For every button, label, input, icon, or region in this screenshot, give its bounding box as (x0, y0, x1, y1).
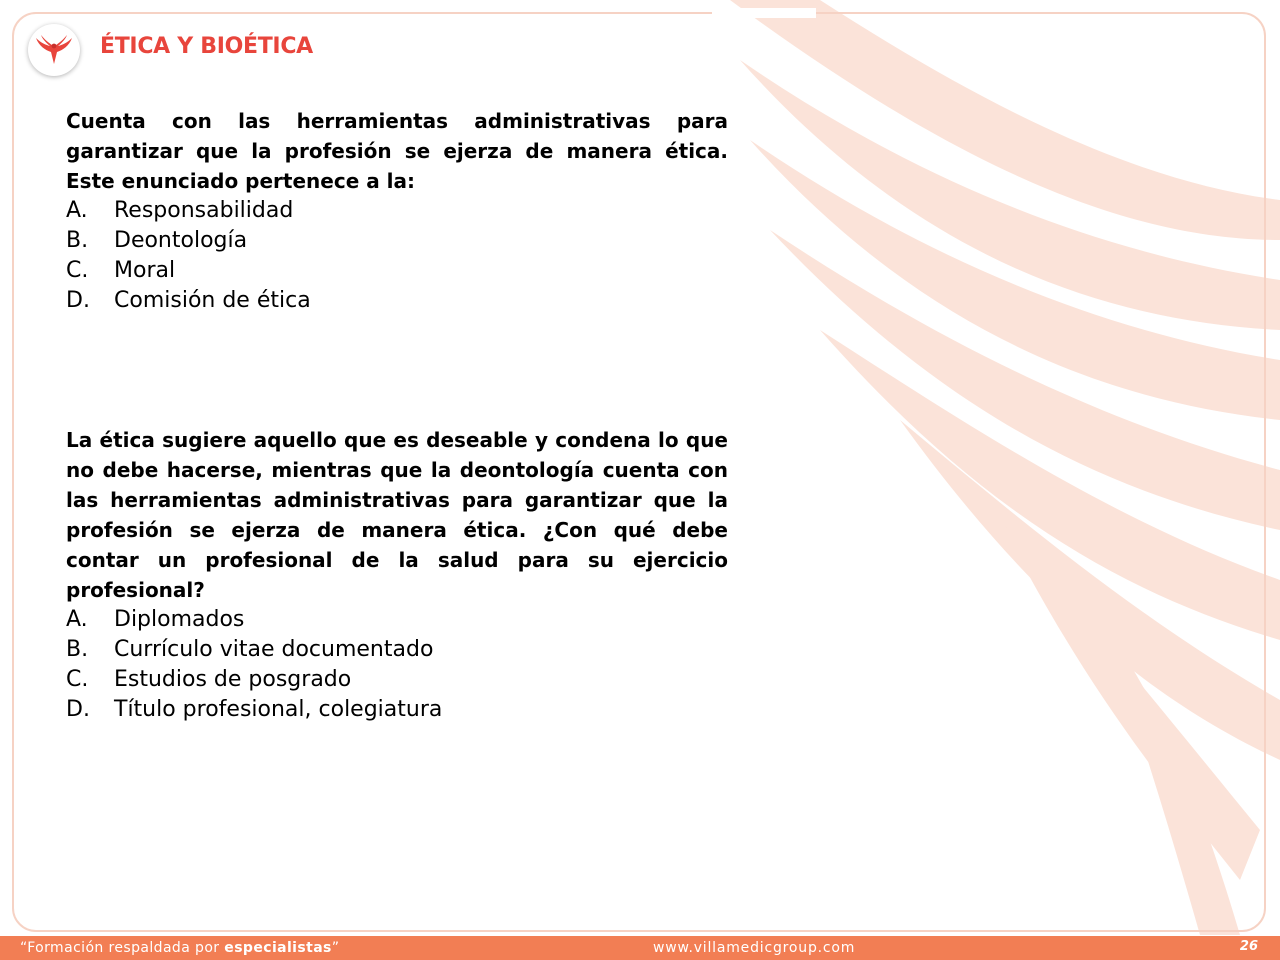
option-letter: C. (66, 667, 89, 692)
option-b (66, 635, 728, 665)
option-letter: D. (66, 288, 90, 313)
frame-gap (712, 8, 816, 18)
option-text: Deontología (114, 228, 248, 253)
option-letter: A. (66, 607, 88, 632)
option-b (66, 226, 728, 256)
option-text: Currículo vitae documentado (114, 637, 434, 662)
answer-options (66, 196, 728, 316)
option-d (66, 695, 728, 725)
footer-bar (0, 936, 1280, 960)
slogan-prefix: “Formación respaldada por (20, 940, 225, 956)
option-letter: B. (66, 228, 89, 253)
slogan-bold: especialistas (224, 940, 332, 956)
question-text: La ética sugiere aquello que es deseable y condena lo que no debe hacerse, mientras que la deontología cuenta con las herramientas administrativas para garantizar que la profesión se ejerza de manera ética. ¿Con qué debe contar un profesional de la salud para su ejercicio profesional? (66, 428, 728, 602)
option-c (66, 665, 728, 695)
question-1 (66, 106, 728, 316)
option-letter: C. (66, 258, 89, 283)
footer-slogan (20, 940, 339, 956)
slogan-suffix: ” (331, 940, 340, 956)
option-text: Diplomados (114, 607, 245, 632)
option-letter: D. (66, 697, 90, 722)
phoenix-logo-icon (35, 34, 73, 66)
question-text: Cuenta con las herramientas administrativas para garantizar que la profesión se ejerza de manera ética. Este enunciado pertenece a la: (66, 109, 728, 193)
option-text: Comisión de ética (114, 288, 311, 313)
footer-url[interactable]: www.villamedicgroup.com (653, 940, 856, 956)
option-text: Moral (114, 258, 176, 283)
option-text: Estudios de posgrado (114, 667, 352, 692)
option-a (66, 605, 728, 635)
logo (28, 24, 80, 76)
option-a (66, 196, 728, 226)
option-text: Título profesional, colegiatura (114, 697, 443, 722)
option-letter: A. (66, 198, 88, 223)
question-2 (66, 425, 728, 725)
option-letter: B. (66, 637, 89, 662)
page-title: ÉTICA Y BIOÉTICA (100, 34, 313, 59)
option-d (66, 286, 728, 316)
answer-options (66, 605, 728, 725)
page-number: 26 (1239, 939, 1258, 954)
option-c (66, 256, 728, 286)
option-text: Responsabilidad (114, 198, 294, 223)
